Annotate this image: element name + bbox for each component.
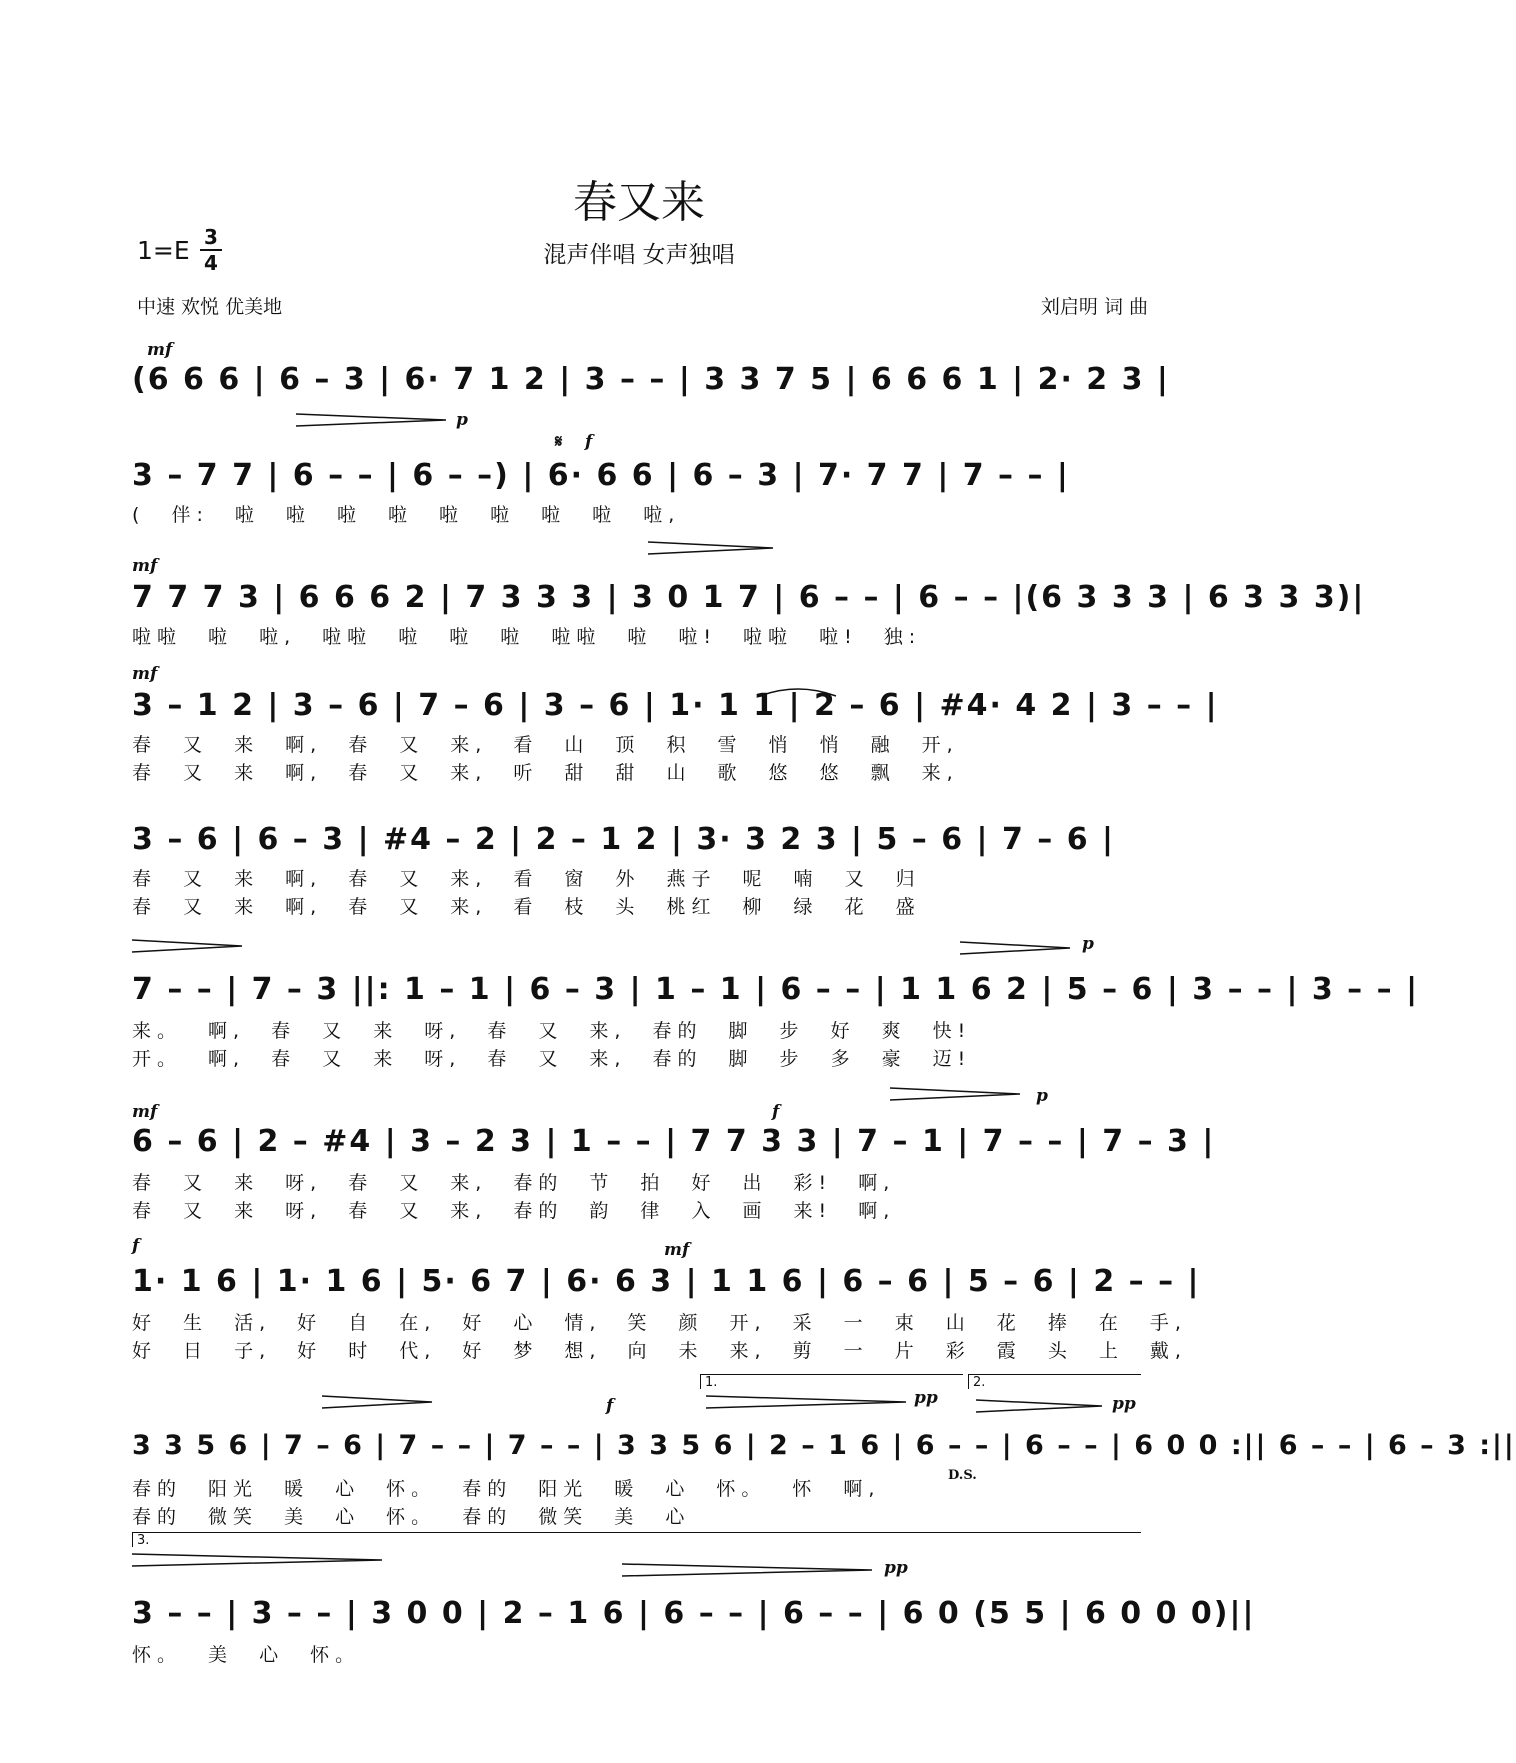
notation-line-7: 6 – 6 | 2 – #4 | 3 – 2 3 | 1 – – | 7 7 3 3 | 7 – 1 | 7 – – | 7 – 3 | xyxy=(132,1124,1216,1159)
segno-sign: 𝄋 xyxy=(555,432,563,452)
lyrics-line-8-verse-2: 好 日 子, 好 时 代, 好 梦 想, 向 未 来, 剪 一 片 彩 霞 头 上 戴, xyxy=(132,1340,1187,1362)
dynamic-p: p xyxy=(1082,934,1094,954)
dynamic-p: p xyxy=(1036,1086,1048,1106)
composer-credit: 刘启明 词 曲 xyxy=(1040,296,1148,318)
dal-segno-marking: D.S. xyxy=(948,1468,977,1483)
tempo-marking: 中速 欢悦 优美地 xyxy=(137,296,283,318)
page-title: 春又来 xyxy=(573,177,705,228)
dynamic-f: f xyxy=(606,1396,614,1416)
dynamic-pp: pp xyxy=(1112,1394,1136,1414)
dynamic-p: p xyxy=(456,410,468,430)
notation-line-3: 7 7 7 3 | 6 6 6 2 | 7 3 3 3 | 3 0 1 7 | 6 – – | 6 – – |(6 3 3 3 | 6 3 3 3)| xyxy=(132,580,1366,615)
volta-label-1: 1. xyxy=(705,1375,718,1390)
dynamic-f: f xyxy=(585,432,593,452)
time-signature-top: 3 xyxy=(204,225,218,249)
notation-line-6: 7 – – | 7 – 3 ||: 1 – 1 | 6 – 3 | 1 – 1 | 6 – – | 1 1 6 2 | 5 – 6 | 3 – – | 3 – – | xyxy=(132,972,1420,1007)
notation-line-2: 3 – 7 7 | 6 – – | 6 – –) | 6· 6 6 | 6 – 3 | 7· 7 7 | 7 – – | xyxy=(132,458,1070,493)
lyrics-line-5-verse-2: 春 又 来 啊, 春 又 来, 看 枝 头 桃红 柳 绿 花 盛 xyxy=(132,896,921,918)
volta-bracket-1 xyxy=(700,1374,963,1389)
notation-line-5: 3 – 6 | 6 – 3 | #4 – 2 | 2 – 1 2 | 3· 3 2 3 | 5 – 6 | 7 – 6 | xyxy=(132,822,1115,857)
volta-label-3: 3. xyxy=(137,1533,150,1548)
volta-bracket-3 xyxy=(132,1532,1141,1547)
time-signature-bottom: 4 xyxy=(204,251,218,275)
notation-line-4: 3 – 1 2 | 3 – 6 | 7 – 6 | 3 – 6 | 1· 1 1 | 2 – 6 | #4· 4 2 | 3 – – | xyxy=(132,688,1219,723)
key-signature: 1=E xyxy=(137,236,190,265)
lyrics-line-4-verse-1: 春 又 来 啊, 春 又 来, 看 山 顶 积 雪 悄 悄 融 开, xyxy=(132,734,959,756)
subtitle: 混声伴唱 女声独唱 xyxy=(543,242,735,268)
lyrics-line-9-verse-1: 春的 阳光 暖 心 怀。 春的 阳光 暖 心 怀。 怀 啊, xyxy=(132,1478,881,1500)
volta-bracket-2 xyxy=(968,1374,1141,1389)
lyrics-line-7-verse-1: 春 又 来 呀, 春 又 来, 春的 节 拍 好 出 彩! 啊, xyxy=(132,1172,896,1194)
notation-line-8: 1· 1 6 | 1· 1 6 | 5· 6 7 | 6· 6 3 | 1 1 6 | 6 – 6 | 5 – 6 | 2 – – | xyxy=(132,1264,1201,1299)
dynamic-f: f xyxy=(772,1102,780,1122)
notation-line-9: 3 3 5 6 | 7 – 6 | 7 – – | 7 – – | 3 3 5 6 | 2 – 1 6 | 6 – – | 6 – – | 6 0 0 :|| 6 – – | 6 – 3 :|| xyxy=(132,1430,1516,1461)
dynamic-mf: mf xyxy=(132,664,158,684)
dynamic-mf: mf xyxy=(132,1102,158,1122)
dynamic-pp: pp xyxy=(914,1388,938,1408)
dynamic-pp: pp xyxy=(884,1558,908,1578)
dynamic-mf: mf xyxy=(664,1240,690,1260)
dynamic-mf: mf xyxy=(132,556,158,576)
lyrics-line-10-verse-1: 怀。 美 心 怀。 xyxy=(132,1644,361,1666)
notation-line-10: 3 – – | 3 – – | 3 0 0 | 2 – 1 6 | 6 – – | 6 – – | 6 0 (5 5 | 6 0 0 0)|| xyxy=(132,1596,1256,1631)
dynamic-mf: mf xyxy=(147,340,173,360)
lyrics-line-3-verse-1: 啦啦 啦 啦, 啦啦 啦 啦 啦 啦啦 啦 啦! 啦啦 啦! 独: xyxy=(132,626,922,648)
volta-label-2: 2. xyxy=(973,1375,986,1390)
lyrics-line-8-verse-1: 好 生 活, 好 自 在, 好 心 情, 笑 颜 开, 采 一 束 山 花 捧 在 手, xyxy=(132,1312,1187,1334)
lyrics-line-2-verse-1: ( 伴: 啦 啦 啦 啦 啦 啦 啦 啦 啦, xyxy=(132,504,681,526)
lyrics-line-4-verse-2: 春 又 来 啊, 春 又 来, 听 甜 甜 山 歌 悠 悠 飘 来, xyxy=(132,762,959,784)
lyrics-line-6-verse-2: 开。 啊, 春 又 来 呀, 春 又 来, 春的 脚 步 多 豪 迈! xyxy=(132,1048,972,1070)
lyrics-line-7-verse-2: 春 又 来 呀, 春 又 来, 春的 韵 律 入 画 来! 啊, xyxy=(132,1200,896,1222)
lyrics-line-6-verse-1: 来。 啊, 春 又 来 呀, 春 又 来, 春的 脚 步 好 爽 快! xyxy=(132,1020,972,1042)
time-signature xyxy=(200,226,222,274)
dynamic-f: f xyxy=(132,1236,140,1256)
lyrics-line-9-verse-2: 春的 微笑 美 心 怀。 春的 微笑 美 心 xyxy=(132,1506,691,1528)
notation-line-1: (6 6 6 | 6 – 3 | 6· 7 1 2 | 3 – – | 3 3 7 5 | 6 6 6 1 | 2· 2 3 | xyxy=(132,362,1170,397)
lyrics-line-5-verse-1: 春 又 来 啊, 春 又 来, 看 窗 外 燕子 呢 喃 又 归 xyxy=(132,868,921,890)
